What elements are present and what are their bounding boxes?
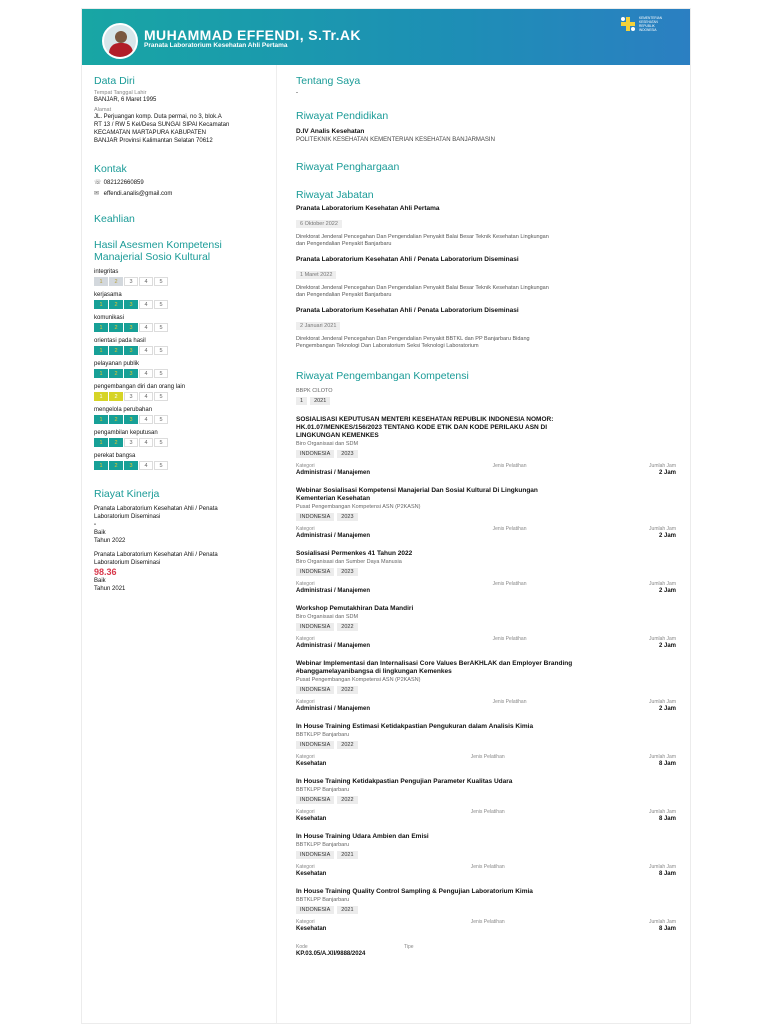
- tag: 2021: [337, 906, 357, 914]
- penghargaan-section: [296, 161, 676, 173]
- training-jam-label: Jumlah Jam: [649, 636, 676, 642]
- tag: INDONESIA: [296, 686, 334, 694]
- asesmen-title: Hasil Asesmen Kompetensi: [94, 239, 222, 251]
- training-item: [296, 888, 676, 932]
- penghargaan-title: Riwayat Penghargaan: [296, 161, 400, 173]
- training-title: SOSIALISASI KEPUTUSAN MENTERI KESEHATAN REPUBLIK INDONESIA NOMOR:: [296, 416, 554, 423]
- training-jam-value: 2 Jam: [658, 706, 676, 712]
- email-value[interactable]: effendi.analis@gmail.com: [103, 191, 173, 197]
- jabatan-item-date: 2 Januari 2021: [296, 322, 340, 330]
- kinerja-item: [94, 505, 270, 545]
- kemenkes-logo: [620, 15, 682, 35]
- tag: 1: [296, 397, 307, 405]
- training-title: Webinar Implementasi dan Internalisasi Core Values BerAKHLAK dan Employer Branding: [296, 660, 573, 667]
- scale-level-4: 4: [139, 346, 153, 355]
- training-jenis-label: Jenis Pelatihan: [470, 864, 505, 870]
- scale-level-2: 2: [109, 346, 123, 355]
- kinerja-title: Riayat Kinerja: [94, 488, 160, 500]
- kinerja-item: [94, 551, 270, 593]
- kemenkes-logo-icon: [620, 16, 636, 32]
- training-jam-col: [649, 864, 676, 877]
- training-jenis-col: [493, 699, 527, 712]
- training-jenis-col: [493, 581, 527, 594]
- tentang-value: -: [296, 90, 298, 96]
- training-title: In House Training Estimasi Ketidakpastian Pengukuran dalam Analisis Kimia: [296, 723, 534, 730]
- training-meta: [296, 754, 676, 767]
- tag: 2022: [337, 623, 357, 631]
- asesmen-scale: [94, 392, 270, 401]
- asesmen-item: [94, 453, 270, 470]
- ttl-label: Tempat Tanggal Lahir: [94, 90, 147, 96]
- scale-level-5: 5: [154, 323, 168, 332]
- training-kategori-value: Administrasi / Manajemen: [296, 643, 371, 649]
- left-column: [94, 75, 270, 593]
- asesmen-scale: [94, 438, 270, 447]
- asesmen-item-name: pengambilan keputusan: [94, 430, 158, 436]
- code-label: Kode: [296, 944, 308, 950]
- training-jenis-label: Jenis Pelatihan: [470, 809, 505, 815]
- training-institution: BBTKLPP Banjarbaru: [296, 732, 350, 738]
- pendidikan-section: [296, 110, 676, 143]
- training-kategori-col: [296, 754, 326, 767]
- training-institution: Biro Organisasi dan SDM: [296, 614, 359, 620]
- training-jam-value: 2 Jam: [658, 588, 676, 594]
- training-tags: [296, 623, 676, 631]
- training-jam-label: Jumlah Jam: [649, 809, 676, 815]
- training-jenis-col: [471, 919, 505, 932]
- training-tags: [296, 686, 676, 694]
- training-item: [296, 723, 676, 767]
- training-title: Kementerian Kesehatan: [296, 495, 371, 502]
- kinerja-predikat: Baik: [94, 530, 106, 536]
- training-jenis-label: Jenis Pelatihan: [492, 636, 527, 642]
- tag: 2022: [337, 796, 357, 804]
- scale-level-3: 3: [124, 369, 138, 378]
- asesmen-list: [94, 269, 270, 470]
- tag: 2023: [337, 513, 357, 521]
- training-jam-value: 8 Jam: [658, 926, 676, 932]
- asesmen-item-name: komunikasi: [94, 315, 125, 321]
- training-jam-col: [649, 754, 676, 767]
- asesmen-item-name: pelayanan publik: [94, 361, 140, 367]
- logo-text: KEMENTERIAN KESEHATAN REPUBLIK INDONESIA: [639, 16, 663, 32]
- tag: 2021: [310, 397, 330, 405]
- tag: 2023: [337, 568, 357, 576]
- jabatan-item-title: Pranata Laboratorium Kesehatan Ahli / Penata Laboratorium Diseminasi: [296, 307, 519, 314]
- training-kategori-value: Administrasi / Manajemen: [296, 470, 371, 476]
- phone-icon: ☏: [94, 180, 102, 186]
- training-jam-col: [649, 636, 676, 649]
- training-jenis-label: Jenis Pelatihan: [492, 699, 527, 705]
- code-value: KP.03.05/A.XII/9888/2024: [296, 951, 366, 957]
- training-list: [296, 416, 676, 932]
- tag: INDONESIA: [296, 796, 334, 804]
- training-tags: [296, 513, 676, 521]
- asesmen-item: [94, 384, 270, 401]
- training-title: In House Training Ketidakpastian Pengujian Parameter Kualitas Udara: [296, 778, 513, 785]
- avatar: [102, 23, 138, 59]
- training-institution: Biro Organisasi dan Sumber Daya Manusia: [296, 559, 402, 565]
- training-title: HK.01.07/MENKES/156/2023 TENTANG KODE ETIK DAN KODE PERILAKU ASN DI: [296, 424, 548, 431]
- scale-level-2: 2: [109, 438, 123, 447]
- kinerja-position: Pranata Laboratorium Kesehatan Ahli / Penata: [94, 552, 218, 558]
- training-institution: Biro Organisasi dan SDM: [296, 441, 359, 447]
- training-jam-label: Jumlah Jam: [649, 919, 676, 925]
- cv-header: [82, 9, 690, 65]
- pendidikan-title: Riwayat Pendidikan: [296, 110, 389, 122]
- scale-level-4: 4: [139, 461, 153, 470]
- asesmen-item-name: pengembangan diri dan orang lain: [94, 384, 186, 390]
- training-kategori-value: Kesehatan: [296, 871, 327, 877]
- training-jam-col: [649, 526, 676, 539]
- training-jam-col: [649, 699, 676, 712]
- training-jenis-label: Jenis Pelatihan: [470, 754, 505, 760]
- asesmen-item-name: orientasi pada hasil: [94, 338, 146, 344]
- keahlian-title: Keahlian: [94, 213, 135, 225]
- scale-level-3: 3: [124, 277, 138, 286]
- training-tags: [296, 568, 676, 576]
- training-tags: [296, 906, 676, 914]
- jabatan-item: [296, 307, 676, 350]
- training-kategori-col: [296, 864, 326, 877]
- training-jam-value: 8 Jam: [658, 871, 676, 877]
- scale-level-5: 5: [154, 300, 168, 309]
- avatar-body: [109, 43, 133, 59]
- scale-level-1: 1: [94, 277, 108, 286]
- training-kategori-label: Kategori: [296, 463, 315, 469]
- training-item: [296, 660, 676, 712]
- training-kategori-value: Administrasi / Manajemen: [296, 533, 371, 539]
- training-kategori-label: Kategori: [296, 809, 315, 815]
- training-title: LINGKUNGAN KEMENKES: [296, 432, 379, 439]
- jabatan-item-date: 1 Maret 2022: [296, 271, 336, 279]
- asesmen-item: [94, 430, 270, 447]
- training-tags: [296, 450, 676, 458]
- training-jam-value: 8 Jam: [658, 761, 676, 767]
- training-jenis-label: Jenis Pelatihan: [492, 526, 527, 532]
- training-jam-value: 2 Jam: [658, 470, 676, 476]
- kinerja-position: Laboratorium Diseminasi: [94, 514, 161, 520]
- training-jam-col: [649, 463, 676, 476]
- training-item: [296, 487, 676, 539]
- scale-level-5: 5: [154, 392, 168, 401]
- tag: 2022: [337, 686, 357, 694]
- avatar-face: [115, 31, 127, 43]
- training-jam-label: Jumlah Jam: [649, 581, 676, 587]
- training-tags: [296, 796, 676, 804]
- scale-level-4: 4: [139, 323, 153, 332]
- training-jenis-col: [471, 864, 505, 877]
- kompetensi-title: Riwayat Pengembangan Kompetensi: [296, 370, 469, 382]
- training-institution: Pusat Pengembangan Kompetensi ASN (P2KASN): [296, 504, 421, 510]
- scale-level-3: 3: [124, 300, 138, 309]
- training-institution: BBTKLPP Banjarbaru: [296, 787, 350, 793]
- scale-level-4: 4: [139, 369, 153, 378]
- scale-level-5: 5: [154, 415, 168, 424]
- asesmen-item-name: integritas: [94, 269, 119, 275]
- code-row: [296, 944, 676, 957]
- training-meta: [296, 864, 676, 877]
- scale-level-1: 1: [94, 415, 108, 424]
- scale-level-1: 1: [94, 323, 108, 332]
- scale-level-4: 4: [139, 438, 153, 447]
- jabatan-item: [296, 205, 676, 248]
- scale-level-3: 3: [124, 392, 138, 401]
- training-meta: [296, 636, 676, 649]
- training-kategori-value: Kesehatan: [296, 761, 327, 767]
- jabatan-item-desc: Direktorat Jenderal Pencegahan Dan Pengendalian Penyakit Balai Besar Teknik Kesehatan Lingkungan dan Pengendalian Penyakit Banjarbaru: [296, 234, 549, 247]
- training-jam-value: 8 Jam: [658, 816, 676, 822]
- asesmen-scale: [94, 369, 270, 378]
- keahlian-section: [94, 213, 270, 225]
- tag: INDONESIA: [296, 851, 334, 859]
- training-kategori-value: Administrasi / Manajemen: [296, 588, 371, 594]
- scale-level-1: 1: [94, 346, 108, 355]
- scale-level-4: 4: [139, 415, 153, 424]
- training-jam-value: 2 Jam: [658, 643, 676, 649]
- training-jam-value: 2 Jam: [658, 533, 676, 539]
- asesmen-item: [94, 315, 270, 332]
- cv-page: [81, 8, 691, 1024]
- tag: 2021: [337, 851, 357, 859]
- training-jam-col: [649, 919, 676, 932]
- asesmen-item: [94, 338, 270, 355]
- scale-level-4: 4: [139, 277, 153, 286]
- kinerja-position: Pranata Laboratorium Kesehatan Ahli / Penata: [94, 506, 218, 512]
- alamat-line: BANJAR Provinsi Kalimantan Selatan 70612: [94, 138, 213, 144]
- jabatan-item-date: 6 Oktober 2022: [296, 220, 342, 228]
- data-diri-title: Data Diri: [94, 75, 135, 87]
- asesmen-item: [94, 361, 270, 378]
- pendidikan-degree: D.IV Analis Kesehatan: [296, 128, 365, 135]
- alamat-label: Alamat: [94, 107, 112, 113]
- email-row: [94, 190, 270, 197]
- training-kategori-label: Kategori: [296, 864, 315, 870]
- phone-row: [94, 179, 270, 186]
- training-institution: BBTKLPP Banjarbaru: [296, 842, 350, 848]
- profile-position: Pranata Laboratorium Kesehatan Ahli Pertama: [144, 42, 288, 49]
- tag: INDONESIA: [296, 741, 334, 749]
- tag: INDONESIA: [296, 513, 334, 521]
- training-kategori-col: [296, 581, 370, 594]
- training-title: In House Training Quality Control Sampling & Pengujian Laboratorium Kimia: [296, 888, 533, 895]
- training-meta: [296, 463, 676, 476]
- jabatan-item-desc: Direktorat Jenderal Pencegahan Dan Pengendalian Penyakit BBTKL dan PP Banjarbaru Bidang Pengembangan Teknologi Dan Laboratorium Seksi Teknologi Laboratorium: [296, 336, 530, 349]
- jabatan-title: Riwayat Jabatan: [296, 189, 374, 201]
- jabatan-item-title: Pranata Laboratorium Kesehatan Ahli Pertama: [296, 205, 440, 212]
- training-meta: [296, 699, 676, 712]
- tag: 2022: [337, 741, 357, 749]
- jabatan-section: [296, 189, 676, 350]
- training-kategori-col: [296, 699, 370, 712]
- alamat-line: RT 13 / RW 5 Kel/Desa SUNGAI SIPAI Kecamatan: [94, 122, 230, 128]
- kinerja-tahun: Tahun 2022: [94, 538, 126, 544]
- scale-level-5: 5: [154, 369, 168, 378]
- tag: 2023: [337, 450, 357, 458]
- scale-level-3: 3: [124, 438, 138, 447]
- jabatan-item: [296, 256, 676, 299]
- asesmen-title: Manajerial Sosio Kultural: [94, 251, 211, 263]
- kinerja-predikat: Baik: [94, 578, 106, 584]
- scale-level-5: 5: [154, 346, 168, 355]
- scale-level-3: 3: [124, 346, 138, 355]
- scale-level-4: 4: [139, 392, 153, 401]
- scale-level-2: 2: [109, 392, 123, 401]
- training-item: [296, 833, 676, 877]
- kinerja-section: [94, 488, 270, 593]
- training-kategori-col: [296, 919, 326, 932]
- scale-level-1: 1: [94, 438, 108, 447]
- column-divider: [276, 65, 277, 1024]
- scale-level-5: 5: [154, 277, 168, 286]
- training-jenis-col: [493, 636, 527, 649]
- training-jenis-label: Jenis Pelatihan: [492, 463, 527, 469]
- scale-level-2: 2: [109, 369, 123, 378]
- training-jam-col: [649, 809, 676, 822]
- training-meta: [296, 526, 676, 539]
- training-kategori-col: [296, 636, 370, 649]
- right-column: [296, 75, 676, 957]
- tentang-title: Tentang Saya: [296, 75, 361, 87]
- training-meta: [296, 581, 676, 594]
- scale-level-1: 1: [94, 392, 108, 401]
- training-tags: [296, 741, 676, 749]
- training-title: Sosialisasi Permenkes 41 Tahun 2022: [296, 550, 413, 557]
- training-meta: [296, 919, 676, 932]
- tipe-label: Tipe: [404, 944, 414, 950]
- kontak-section: [94, 163, 270, 197]
- training-kategori-label: Kategori: [296, 526, 315, 532]
- training-title: In House Training Udara Ambien dan Emisi: [296, 833, 429, 840]
- asesmen-section: [94, 239, 270, 470]
- asesmen-scale: [94, 300, 270, 309]
- tag: INDONESIA: [296, 623, 334, 631]
- asesmen-item: [94, 292, 270, 309]
- scale-level-3: 3: [124, 461, 138, 470]
- training-jenis-col: [493, 526, 527, 539]
- training-title: Webinar Sosialisasi Kompetensi Manajerial Dan Sosial Kultural Di Lingkungan: [296, 487, 538, 494]
- asesmen-scale: [94, 277, 270, 286]
- ttl-value: BANJAR, 6 Maret 1995: [94, 97, 157, 103]
- training-meta: [296, 809, 676, 822]
- training-jam-label: Jumlah Jam: [649, 864, 676, 870]
- scale-level-1: 1: [94, 300, 108, 309]
- scale-level-4: 4: [139, 300, 153, 309]
- training-tags: [296, 851, 676, 859]
- scale-level-2: 2: [109, 323, 123, 332]
- asesmen-scale: [94, 323, 270, 332]
- scale-level-3: 3: [124, 323, 138, 332]
- asesmen-item-name: kerjasama: [94, 292, 122, 298]
- email-icon: ✉: [94, 191, 100, 197]
- asesmen-item-name: mengelola perubahan: [94, 407, 153, 413]
- kinerja-position: Laboratorium Diseminasi: [94, 560, 161, 566]
- training-jam-label: Jumlah Jam: [649, 754, 676, 760]
- kinerja-tahun: Tahun 2021: [94, 586, 126, 592]
- scale-level-2: 2: [109, 461, 123, 470]
- scale-level-1: 1: [94, 369, 108, 378]
- training-item: [296, 778, 676, 822]
- training-institution: Pusat Pengembangan Kompetensi ASN (P2KASN): [296, 677, 421, 683]
- scale-level-3: 3: [124, 415, 138, 424]
- asesmen-item: [94, 407, 270, 424]
- training-kategori-label: Kategori: [296, 754, 315, 760]
- training-jam-label: Jumlah Jam: [649, 463, 676, 469]
- kinerja-score: 98.36: [94, 567, 117, 577]
- tag: INDONESIA: [296, 906, 334, 914]
- training-kategori-value: Kesehatan: [296, 926, 327, 932]
- training-kategori-label: Kategori: [296, 919, 315, 925]
- kinerja-score: -: [94, 522, 96, 528]
- training-kategori-col: [296, 463, 370, 476]
- kontak-title: Kontak: [94, 163, 127, 175]
- training-jam-col: [649, 581, 676, 594]
- profile-name: MUHAMMAD EFFENDI, S.Tr.AK: [144, 27, 361, 43]
- alamat-line: JL. Perjuangan komp. Duta permai, no 3, blok.A: [94, 114, 222, 120]
- tentang-section: [296, 75, 676, 96]
- pendidikan-school: POLITEKNIK KESEHATAN KEMENTERIAN KESEHATAN BANJARMASIN: [296, 137, 495, 143]
- training-kategori-label: Kategori: [296, 699, 315, 705]
- scale-level-2: 2: [109, 415, 123, 424]
- tag: INDONESIA: [296, 450, 334, 458]
- jabatan-item-title: Pranata Laboratorium Kesehatan Ahli / Penata Laboratorium Diseminasi: [296, 256, 519, 263]
- training-jenis-col: [493, 463, 527, 476]
- training-jam-label: Jumlah Jam: [649, 526, 676, 532]
- training-item: [296, 605, 676, 649]
- code-block: [296, 944, 404, 957]
- tag: INDONESIA: [296, 568, 334, 576]
- asesmen-scale: [94, 415, 270, 424]
- tipe-block: [404, 944, 414, 957]
- data-diri-section: [94, 75, 270, 145]
- training-item: [296, 416, 676, 476]
- training-item: [296, 550, 676, 594]
- training-kategori-label: Kategori: [296, 581, 315, 587]
- training-jenis-label: Jenis Pelatihan: [492, 581, 527, 587]
- training-jenis-col: [471, 809, 505, 822]
- asesmen-item-name: perekat bangsa: [94, 453, 136, 459]
- scale-level-2: 2: [109, 300, 123, 309]
- scale-level-5: 5: [154, 438, 168, 447]
- scale-level-2: 2: [109, 277, 123, 286]
- jabatan-item-desc: Direktorat Jenderal Pencegahan Dan Pengendalian Penyakit Balai Besar Teknik Kesehatan Lingkungan dan Pengendalian Penyakit Banjarbaru: [296, 285, 549, 298]
- training-jenis-label: Jenis Pelatihan: [470, 919, 505, 925]
- scale-level-5: 5: [154, 461, 168, 470]
- first-training-tags: [296, 397, 676, 405]
- training-title: #banggamelayanibangsa di lingkungan Kemenkes: [296, 668, 452, 675]
- training-jam-label: Jumlah Jam: [649, 699, 676, 705]
- training-kategori-col: [296, 809, 326, 822]
- scale-level-1: 1: [94, 461, 108, 470]
- training-title: Workshop Pemutakhiran Data Mandiri: [296, 605, 414, 612]
- asesmen-scale: [94, 346, 270, 355]
- training-kategori-col: [296, 526, 370, 539]
- first-training-inst: BBPK CILOTO: [296, 388, 333, 394]
- training-kategori-value: Administrasi / Manajemen: [296, 706, 371, 712]
- alamat-line: KECAMATAN MARTAPURA KABUPATEN: [94, 130, 207, 136]
- phone-value: 082122660859: [103, 180, 144, 186]
- asesmen-scale: [94, 461, 270, 470]
- training-kategori-label: Kategori: [296, 636, 315, 642]
- training-kategori-value: Kesehatan: [296, 816, 327, 822]
- training-jenis-col: [471, 754, 505, 767]
- kompetensi-section: [296, 370, 676, 957]
- training-institution: BBTKLPP Banjarbaru: [296, 897, 350, 903]
- asesmen-item: [94, 269, 270, 286]
